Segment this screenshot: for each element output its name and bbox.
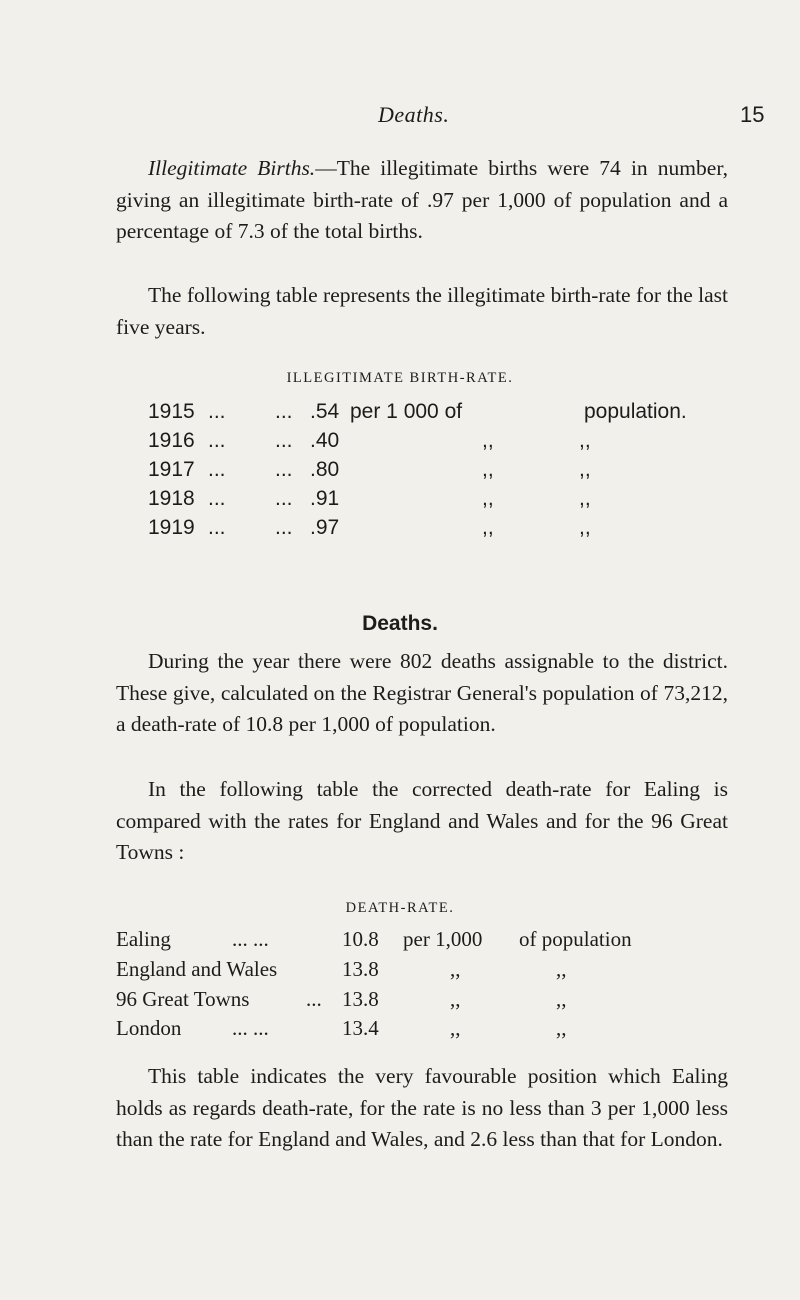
rate-cell: .97: [310, 516, 340, 539]
ditto-mark: ,,: [556, 957, 567, 981]
ditto-mark: ,,: [579, 487, 591, 510]
year-cell: 1917: [148, 458, 195, 481]
paragraph-comparison-intro: In the following table the corrected death-rate for Ealing is compared with the rates for England and Wales and for the 96 Great Towns :: [116, 777, 728, 864]
place-cell: 96 Great Towns: [116, 987, 250, 1011]
rate-cell: .91: [310, 487, 340, 510]
leader-dots: ...: [208, 516, 226, 539]
table-row: [0, 957, 800, 987]
table-row: [0, 458, 800, 488]
ditto-mark: ,,: [556, 987, 567, 1011]
death-rate-table-caption: DEATH-RATE.: [345, 900, 455, 916]
paragraph-conclusion: This table indicates the very favourable position which Ealing holds as regards death-rate, for the rate is no less than 3 per 1,000 less than the rate for England and Wales, and 2.6 less than that for London.: [116, 1064, 728, 1151]
table-row: [0, 927, 800, 957]
ditto-mark: ,,: [482, 429, 494, 452]
table-row: [0, 429, 800, 459]
table-row: [0, 1016, 800, 1046]
paragraph-lead: Illegitimate Births.: [148, 156, 316, 180]
year-cell: 1915: [148, 400, 195, 423]
place-cell: England and Wales: [116, 957, 278, 981]
rate-cell: 13.8: [342, 957, 379, 981]
paragraph-text: —The illegitimate births were 74 in number, giving an illegitimate birth-rate of .97 per 1,000 of population and a percentage of 7.3 of the total births.: [116, 156, 728, 243]
year-cell: 1918: [148, 487, 195, 510]
table-row: [0, 987, 800, 1017]
rate-cell: .40: [310, 429, 340, 452]
ditto-mark: ,,: [450, 987, 461, 1011]
running-title: Deaths.: [378, 102, 450, 127]
leader-dots: ...: [275, 458, 293, 481]
place-cell: London: [116, 1016, 182, 1040]
unit-cell: population.: [584, 400, 687, 423]
table-row: [0, 400, 800, 430]
ditto-mark: ,,: [450, 1016, 461, 1040]
ditto-mark: ,,: [482, 516, 494, 539]
place-cell: Ealing: [116, 927, 171, 951]
leader-dots: ...: [275, 400, 293, 423]
leader-dots: ... ...: [232, 1016, 269, 1040]
leader-dots: ...: [306, 987, 322, 1011]
ditto-mark: ,,: [482, 487, 494, 510]
rate-cell: 13.8: [342, 987, 379, 1011]
unit-cell: per 1,000: [403, 927, 483, 951]
ditto-mark: ,,: [579, 429, 591, 452]
leader-dots: ...: [275, 516, 293, 539]
section-heading-deaths: Deaths.: [362, 612, 438, 635]
leader-dots: ...: [208, 400, 226, 423]
leader-dots: ... ...: [232, 927, 269, 951]
ditto-mark: ,,: [450, 957, 461, 981]
ditto-mark: ,,: [579, 458, 591, 481]
unit-cell: per 1 000 of: [350, 400, 463, 423]
ditto-mark: ,,: [482, 458, 494, 481]
rate-cell: 10.8: [342, 927, 379, 951]
leader-dots: ...: [275, 429, 293, 452]
rate-cell: .54: [310, 400, 340, 423]
leader-dots: ...: [208, 487, 226, 510]
year-cell: 1919: [148, 516, 195, 539]
paragraph-deaths-count: During the year there were 802 deaths assignable to the district. These give, calculated on the Registrar General's population of 73,212, a death-rate of 10.8 per 1,000 of population.: [116, 649, 728, 736]
rate-cell: 13.4: [342, 1016, 379, 1040]
illegitimate-table-caption: ILLEGITIMATE BIRTH-RATE.: [286, 370, 514, 386]
ditto-mark: ,,: [579, 516, 591, 539]
page-header: [0, 102, 800, 134]
leader-dots: ...: [208, 429, 226, 452]
table-row: [0, 487, 800, 517]
leader-dots: ...: [208, 458, 226, 481]
paragraph-table-intro: The following table represents the illegitimate birth-rate for the last five years.: [116, 283, 728, 339]
unit-cell: of population: [519, 927, 632, 951]
year-cell: 1916: [148, 429, 195, 452]
page-number: 15: [740, 102, 765, 127]
rate-cell: .80: [310, 458, 340, 481]
paragraph-illegitimate-births: [116, 153, 728, 248]
table-row: [0, 516, 800, 546]
ditto-mark: ,,: [556, 1016, 567, 1040]
leader-dots: ...: [275, 487, 293, 510]
